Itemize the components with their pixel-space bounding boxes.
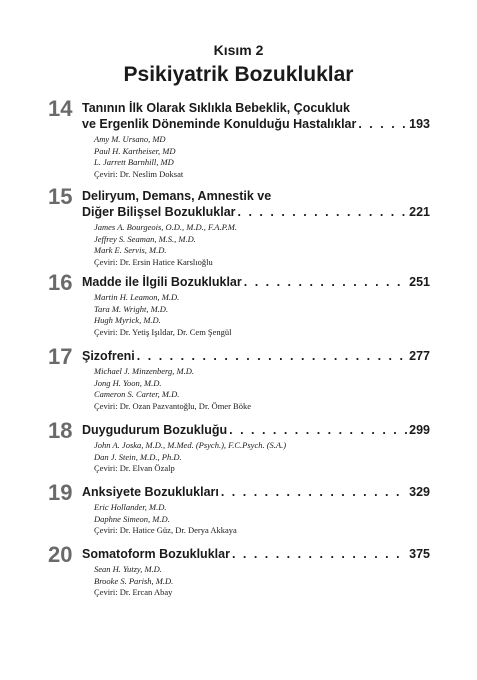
translator: Çeviri: Dr. Hatice Güz, Dr. Derya Akkaya <box>94 525 237 535</box>
chapter-title-line2: Somatoform Bozukluklar <box>82 547 230 561</box>
chapter-title-line2: Duygudurum Bozukluğu <box>82 423 228 437</box>
translator: Çeviri: Dr. Ersin Hatice Karslıoğlu <box>94 256 213 267</box>
chapter-title-line1: Tanının İlk Olarak Sıklıkla Bebeklik, Çocukluk <box>82 101 350 115</box>
page-number: 251 <box>409 275 430 289</box>
author-list <box>94 134 430 180</box>
dot-leader <box>232 546 407 562</box>
author: Jeffrey S. Seaman, M.S., M.D. <box>94 233 196 244</box>
toc-entry-chapter-20[interactable] <box>48 542 430 599</box>
author: John A. Joska, M.D., M.Med. (Psych.), F.C.Psych. (S.A.) <box>94 440 287 450</box>
translator: Çeviri: Dr. Neslim Doksat <box>94 168 184 179</box>
page-number: 277 <box>409 349 430 363</box>
chapter-title-line2: Şizofreni <box>82 349 135 363</box>
dot-leader <box>244 274 407 290</box>
translator: Çeviri: Dr. Ozan Pazvantoğlu, Dr. Ömer Böke <box>94 400 251 411</box>
author: Martin H. Leamon, M.D. <box>94 292 180 302</box>
author: Daphne Simeon, M.D. <box>94 513 170 524</box>
chapter-number: 19 <box>48 480 73 505</box>
author: Paul H. Kartheiser, MD <box>94 145 176 156</box>
dot-leader <box>358 116 407 132</box>
chapter-title[interactable] <box>82 100 430 132</box>
toc-entry-chapter-14[interactable] <box>48 96 430 180</box>
toc-entry-chapter-17[interactable] <box>48 344 430 412</box>
chapter-title-line1: Deliryum, Demans, Amnestik ve <box>82 189 272 203</box>
author-list <box>94 292 430 338</box>
author: Mark E. Servis, M.D. <box>94 245 167 255</box>
dot-leader <box>221 484 407 500</box>
toc-entry-chapter-19[interactable] <box>48 480 430 537</box>
chapter-title[interactable] <box>82 422 430 438</box>
author: Cameron S. Carter, M.D. <box>94 389 180 399</box>
chapter-title[interactable] <box>82 188 430 220</box>
page-number: 221 <box>409 205 430 219</box>
author-list <box>94 564 430 599</box>
part-label: Kısım 2 <box>213 42 264 58</box>
toc-entry-chapter-18[interactable] <box>48 418 430 475</box>
chapter-title[interactable] <box>82 274 430 290</box>
chapter-title[interactable] <box>82 348 430 364</box>
chapter-number: 14 <box>48 96 73 121</box>
chapter-title-line2: ve Ergenlik Döneminde Konulduğu Hastalıklar <box>82 117 357 131</box>
chapter-number: 16 <box>48 270 73 295</box>
author: Brooke S. Parish, M.D. <box>94 575 174 586</box>
author: Amy M. Ursano, MD <box>94 134 166 144</box>
translator: Çeviri: Dr. Yetiş Işıldar, Dr. Cem Şengül <box>94 326 232 337</box>
author-list <box>94 502 430 537</box>
chapter-title[interactable] <box>82 484 430 500</box>
page-number: 193 <box>409 117 430 131</box>
author: Dan J. Stein, M.D., Ph.D. <box>94 451 182 462</box>
chapter-number: 20 <box>48 542 73 567</box>
dot-leader <box>238 204 408 220</box>
page-number: 375 <box>409 547 430 561</box>
chapter-title-line2: Anksiyete Bozuklukları <box>82 485 219 499</box>
chapter-title-line2: Madde ile İlgili Bozukluklar <box>82 275 242 289</box>
translator: Çeviri: Dr. Elvan Özalp <box>94 463 175 473</box>
translator: Çeviri: Dr. Ercan Abay <box>94 587 173 597</box>
chapter-title[interactable] <box>82 546 430 562</box>
toc-entry-chapter-16[interactable] <box>48 270 430 338</box>
author-list <box>94 366 430 412</box>
author: Hugh Myrick, M.D. <box>94 315 161 325</box>
author: Sean H. Yutzy, M.D. <box>94 564 162 574</box>
author: Michael J. Minzenberg, M.D. <box>94 366 195 376</box>
toc-entry-chapter-15[interactable] <box>48 184 430 268</box>
dot-leader <box>137 348 407 364</box>
author: Eric Hollander, M.D. <box>94 502 167 512</box>
author-list <box>94 222 430 268</box>
chapter-title-line2: Diğer Bilişsel Bozukluklar <box>82 205 236 219</box>
author: Tara M. Wright, M.D. <box>94 303 169 314</box>
chapter-number: 18 <box>48 418 73 443</box>
page-number: 329 <box>409 485 430 499</box>
author: James A. Bourgeois, O.D., M.D., F.A.P.M. <box>94 222 237 232</box>
chapter-number: 17 <box>48 344 73 369</box>
dot-leader <box>229 422 407 438</box>
author: L. Jarrett Barnhill, MD <box>94 157 174 167</box>
part-title: Psikiyatrik Bozukluklar <box>123 63 354 86</box>
author: Jong H. Yoon, M.D. <box>94 377 162 388</box>
author-list <box>94 440 430 475</box>
chapter-number: 15 <box>48 184 73 209</box>
page-number: 299 <box>409 423 430 437</box>
